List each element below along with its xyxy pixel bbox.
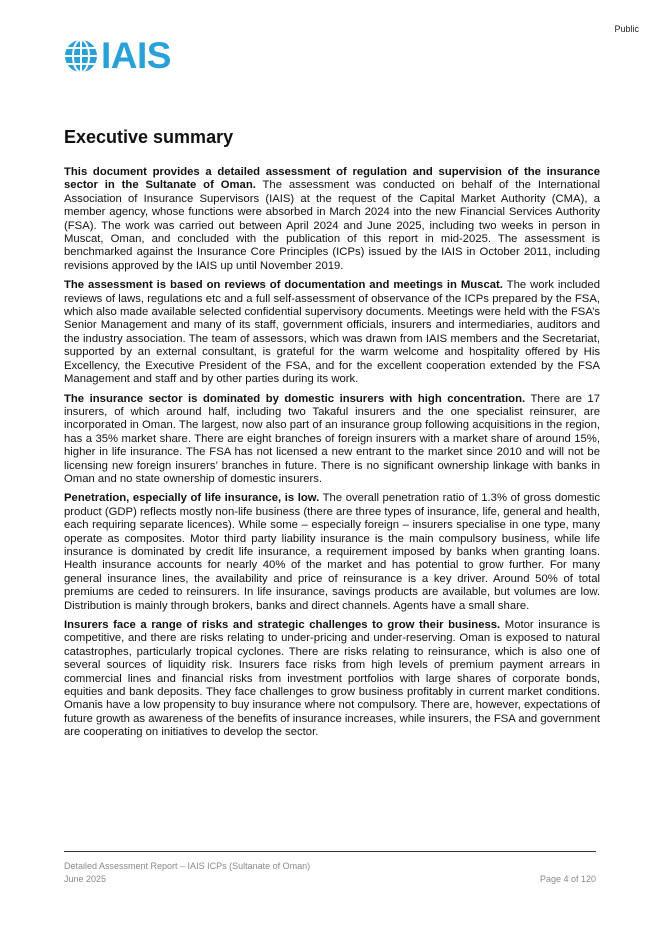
paragraph-lead: Insurers face a range of risks and strategic challenges to grow their business.: [64, 619, 501, 631]
paragraph-text: The assessment was conducted on behalf of the International Association of Insurance Supervisors (IAIS) at the request of the Capital Market Authority (CMA), a member agency, whose functions were absorbed in March 2024 into the new Financial Services Authority (FSA). The work was carried out between April 2024 and June 2025, including two weeks in person in Muscat, Oman, and concluded with the publication of this report in mid-2025. The assessment is benchmarked against the Insurance Core Principles (ICPs) issued by the IAIS in October 2011, including revisions approved by the IAIS up until November 2019.: [64, 179, 601, 272]
paragraph: [64, 492, 600, 613]
classification-label: Public: [614, 24, 639, 34]
paragraph-text: There are 17 insurers, of which around half, including two Takaful insurers and the one specialist reinsurer, are incorporated in Oman. The largest, now also part of an insurance group following acquisitions in the region, has a 35% market share. There are eight branches of foreign insurers with a market share of around 15%, higher in life insurance. The FSA has not licensed a new entrant to the market since 2010 and will not be licensing new foreign insurers’ branches in future. There is no significant ownership linkage with banks in Oman and no state ownership of domestic insurers.: [64, 392, 600, 485]
page-number: Page 4 of 120: [539, 874, 596, 884]
iais-logo: [64, 37, 171, 74]
paragraph: [64, 619, 600, 740]
paragraph-text: The work included reviews of laws, regulations etc and a full self-assessment of observance of the ICPs prepared by the FSA, which also made available selected confidential supervisory documents. Meetings were held with the FSA’s Senior Management and many of its staff, government officials, insurers and intermediaries, auditors and the industry association. The team of assessors, which was drawn from IAIS members and the Secretariat, supported by an external consultant, is grateful for the warm welcome and hospitality offered by His Excellency, the Executive President of the FSA, and for the excellent cooperation extended by the FSA Management and staff and by other parties during its work.: [64, 279, 600, 386]
summary-body: [64, 166, 600, 746]
paragraph: [64, 279, 600, 386]
globe-icon: [64, 39, 98, 73]
paragraph-lead: Penetration, especially of life insurance, is low.: [64, 492, 320, 505]
paragraph-text: Motor insurance is competitive, and there are risks relating to under-pricing and under-reserving. Oman is exposed to natural catastrophes, particularly tropical cyclones. There are risks relating to reinsurance, which is also one of several sources of liquidity risk. Insurers face risks from high levels of premium payment arrears in commercial lines and financial risks from investment portfolios with large shares of corporate bonds, equities and bank deposits. They face challenges to grow business profitably in current market conditions. Omanis have a low propensity to buy insurance where not compulsory. There are, however, expectations of future growth as awareness of the benefits of insurance increases, while insurers, the FSA and government are cooperating on initiatives to develop the sector.: [64, 619, 600, 739]
footer-info: [64, 860, 310, 886]
footer-date: June 2025: [64, 874, 107, 884]
footer-divider: [64, 851, 596, 852]
paragraph-lead: This document provides a detailed assessment of regulation and supervision of the insurance sector in the Sultanate of Oman.: [64, 166, 600, 192]
paragraph: [64, 166, 600, 273]
paragraph-lead: The insurance sector is dominated by domestic insurers with high concentration.: [64, 392, 526, 405]
footer-report-title: Detailed Assessment Report – IAIS ICPs (Sultanate of Oman): [64, 861, 311, 871]
paragraph-text: The overall penetration ratio of 1.3% of gross domestic product (GDP) reflects mostly non-life business (there are three types of insurance, life, general and health, each requiring separate licences). While some – especially foreign – insurers specialise in one type, many operate as composites. Motor third party liability insurance is the main compulsory business, while life insurance is dominated by credit life insurance, a requirement imposed by banks when granting loans. Health insurance accounts for nearly 40% of the market and has potential to grow further. For many general insurance lines, the availability and price of reinsurance is a key driver. Around 50% of total premiums are ceded to reinsurers. In life insurance, savings products are available, but volumes are low. Distribution is mainly through brokers, banks and direct channels. Agents have a small share.: [64, 492, 600, 612]
paragraph: [64, 393, 600, 487]
logo-wordmark: IAIS: [101, 35, 171, 76]
paragraph-lead: The assessment is based on reviews of documentation and meetings in Muscat.: [64, 279, 503, 292]
page-title: Executive summary: [64, 127, 234, 147]
